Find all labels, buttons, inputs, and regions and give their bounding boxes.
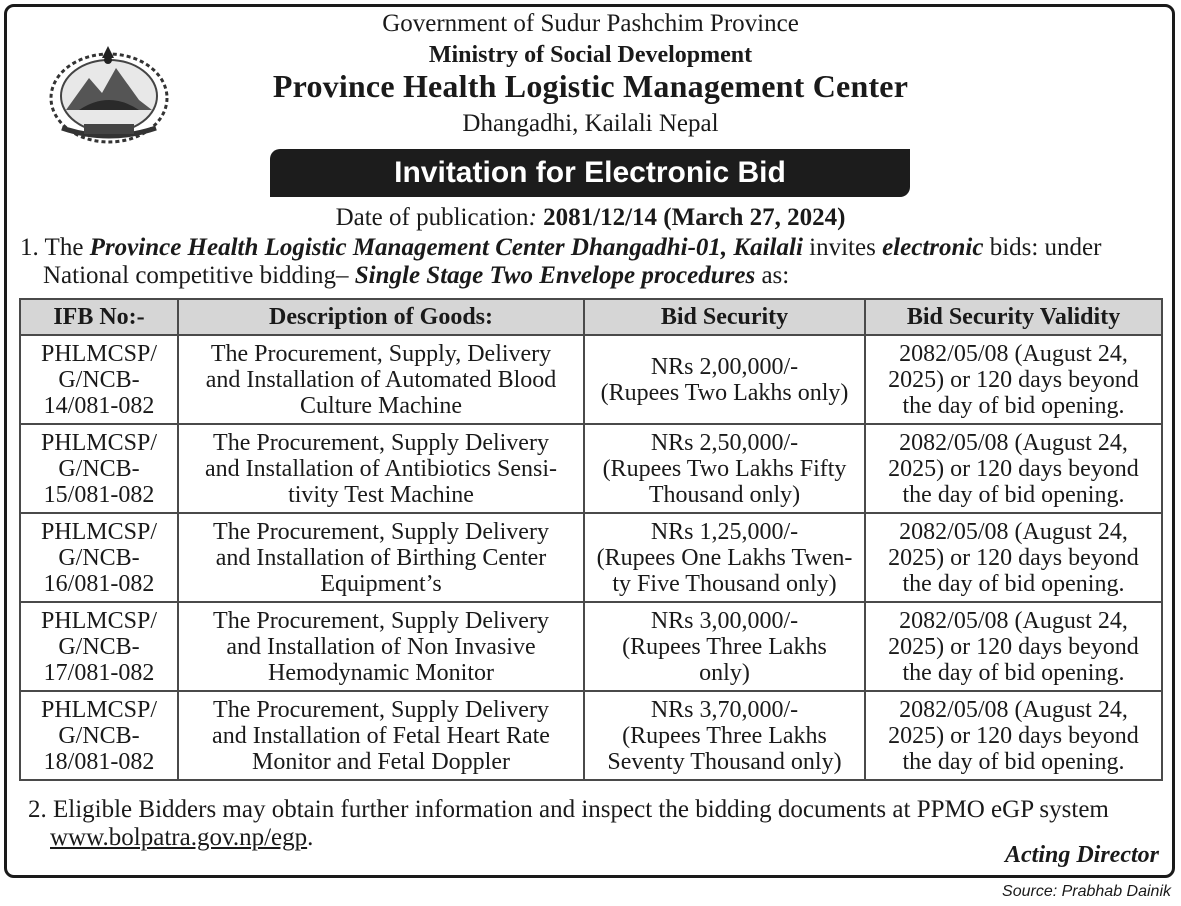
cell-line: 2082/05/08 (August 24, xyxy=(899,607,1128,634)
cell-line: G/NCB- xyxy=(58,455,140,482)
cell-security xyxy=(584,691,865,780)
publication-label: Date of publication xyxy=(335,204,529,231)
location-line: Dhangadhi, Kailali Nepal xyxy=(462,110,719,137)
cell-line: 2082/05/08 (August 24, xyxy=(899,518,1128,545)
cell-line: NRs 3,00,000/- xyxy=(650,607,799,634)
cell-validity xyxy=(865,513,1162,602)
cell-line: 2082/05/08 (August 24, xyxy=(899,340,1128,367)
cell-line: the day of bid opening. xyxy=(902,659,1125,686)
table-row xyxy=(20,424,1162,513)
signature: Acting Director xyxy=(1005,842,1159,868)
cell-line: NRs 3,70,000/- xyxy=(650,696,799,723)
cell-line: 2025) or 120 days beyond xyxy=(888,722,1139,749)
cell-ifb xyxy=(20,602,178,691)
cell-line: 18/081-082 xyxy=(43,748,155,775)
cell-line: (Rupees Three Lakhs xyxy=(622,722,827,749)
cell-line: tivity Test Machine xyxy=(288,481,474,508)
govt-line: Government of Sudur Pashchim Province xyxy=(382,10,799,37)
paragraph-1-line-1 xyxy=(20,234,1101,262)
egp-link-end: . xyxy=(307,824,314,851)
para1-tail: bids: under xyxy=(983,234,1102,261)
cell-security xyxy=(584,335,865,424)
para1-kind: electronic xyxy=(882,234,984,261)
para1-num: 1. The xyxy=(20,234,90,261)
bids-table xyxy=(19,298,1163,781)
cell-line: 2082/05/08 (August 24, xyxy=(899,696,1128,723)
cell-line: the day of bid opening. xyxy=(902,481,1125,508)
cell-line: The Procurement, Supply Delivery xyxy=(213,518,549,545)
cell-line: Monitor and Fetal Doppler xyxy=(252,748,510,775)
cell-line: G/NCB- xyxy=(58,722,140,749)
cell-line: PHLMCSP/ xyxy=(40,340,158,367)
publication-value: 2081/12/14 (March 27, 2024) xyxy=(543,204,846,231)
paragraph-2-line-1: 2. Eligible Bidders may obtain further information and inspect the bidding documents at PPMO eGP system xyxy=(28,796,1109,823)
cell-line: (Rupees Two Lakhs Fifty xyxy=(602,455,847,482)
cell-desc xyxy=(178,424,584,513)
cell-line: and Installation of Automated Blood xyxy=(205,366,557,393)
paragraph-1-line-2 xyxy=(43,262,789,290)
cell-line: G/NCB- xyxy=(58,366,140,393)
cell-line: ty Five Thousand only) xyxy=(612,570,837,597)
ministry-line: Ministry of Social Development xyxy=(428,42,753,68)
cell-line: The Procurement, Supply Delivery xyxy=(213,429,549,456)
cell-ifb xyxy=(20,335,178,424)
notice-banner: Invitation for Electronic Bid xyxy=(270,149,910,197)
cell-desc xyxy=(178,335,584,424)
cell-line: 16/081-082 xyxy=(43,570,155,597)
cell-line: G/NCB- xyxy=(58,544,140,571)
cell-line: PHLMCSP/ xyxy=(40,429,158,456)
cell-validity xyxy=(865,335,1162,424)
table-row xyxy=(20,602,1162,691)
para1-line2-end: as: xyxy=(755,262,790,289)
cell-line: only) xyxy=(699,659,750,686)
table-row xyxy=(20,513,1162,602)
cell-line: The Procurement, Supply, Delivery xyxy=(210,340,552,367)
cell-line: 2025) or 120 days beyond xyxy=(888,366,1139,393)
cell-line: 2082/05/08 (August 24, xyxy=(899,429,1128,456)
header-validity: Bid Security Validity xyxy=(865,299,1162,335)
cell-desc xyxy=(178,602,584,691)
para1-line2-start: National competitive bidding– xyxy=(43,262,355,289)
para1-org: Province Health Logistic Management Center Dhangadhi-01, Kailali xyxy=(89,234,803,261)
cell-security xyxy=(584,513,865,602)
source-credit: Source: Prabhab Dainik xyxy=(1002,883,1171,900)
cell-ifb xyxy=(20,691,178,780)
publication-colon: : xyxy=(528,204,544,231)
publication-date xyxy=(0,204,1181,232)
cell-line: NRs 2,00,000/- xyxy=(650,353,799,380)
cell-line: 17/081-082 xyxy=(43,659,155,686)
para1-mid: invites xyxy=(802,234,883,261)
cell-line: and Installation of Fetal Heart Rate xyxy=(212,722,550,749)
cell-line: NRs 2,50,000/- xyxy=(650,429,799,456)
table-row xyxy=(20,335,1162,424)
table-row xyxy=(20,691,1162,780)
cell-line: (Rupees Two Lakhs only) xyxy=(600,379,849,406)
cell-line: PHLMCSP/ xyxy=(40,696,158,723)
cell-desc xyxy=(178,513,584,602)
cell-line: the day of bid opening. xyxy=(902,748,1125,775)
cell-line: PHLMCSP/ xyxy=(40,518,158,545)
cell-line: 2025) or 120 days beyond xyxy=(888,455,1139,482)
para1-procedure: Single Stage Two Envelope procedures xyxy=(354,262,756,289)
header-description: Description of Goods: xyxy=(178,299,584,335)
cell-line: and Installation of Antibiotics Sensi- xyxy=(205,455,557,482)
table-header-row xyxy=(20,299,1162,335)
cell-line: 2025) or 120 days beyond xyxy=(888,633,1139,660)
cell-line: Hemodynamic Monitor xyxy=(268,659,494,686)
cell-line: the day of bid opening. xyxy=(902,570,1125,597)
cell-line: PHLMCSP/ xyxy=(40,607,158,634)
cell-line: NRs 1,25,000/- xyxy=(650,518,799,545)
cell-line: and Installation of Non Invasive xyxy=(226,633,536,660)
cell-security xyxy=(584,424,865,513)
cell-validity xyxy=(865,424,1162,513)
cell-security xyxy=(584,602,865,691)
cell-line: The Procurement, Supply Delivery xyxy=(213,607,549,634)
paragraph-2-line-2 xyxy=(50,824,313,852)
header-security: Bid Security xyxy=(584,299,865,335)
cell-desc xyxy=(178,691,584,780)
cell-line: Culture Machine xyxy=(300,392,462,419)
cell-line: (Rupees One Lakhs Twen- xyxy=(596,544,853,571)
cell-line: G/NCB- xyxy=(58,633,140,660)
cell-line: Seventy Thousand only) xyxy=(607,748,842,775)
cell-line: 15/081-082 xyxy=(43,481,155,508)
cell-line: (Rupees Three Lakhs xyxy=(622,633,827,660)
cell-line: the day of bid opening. xyxy=(902,392,1125,419)
cell-ifb xyxy=(20,513,178,602)
cell-validity xyxy=(865,691,1162,780)
cell-line: 14/081-082 xyxy=(43,392,155,419)
cell-line: Equipment’s xyxy=(320,570,442,597)
cell-line: 2025) or 120 days beyond xyxy=(888,544,1139,571)
header-ifb: IFB No:- xyxy=(20,299,178,335)
organization-title: Province Health Logistic Management Center xyxy=(272,68,909,104)
cell-validity xyxy=(865,602,1162,691)
cell-line: The Procurement, Supply Delivery xyxy=(213,696,549,723)
cell-ifb xyxy=(20,424,178,513)
cell-line: and Installation of Birthing Center xyxy=(215,544,547,571)
egp-link[interactable]: www.bolpatra.gov.np/egp xyxy=(50,824,308,851)
cell-line: Thousand only) xyxy=(648,481,801,508)
